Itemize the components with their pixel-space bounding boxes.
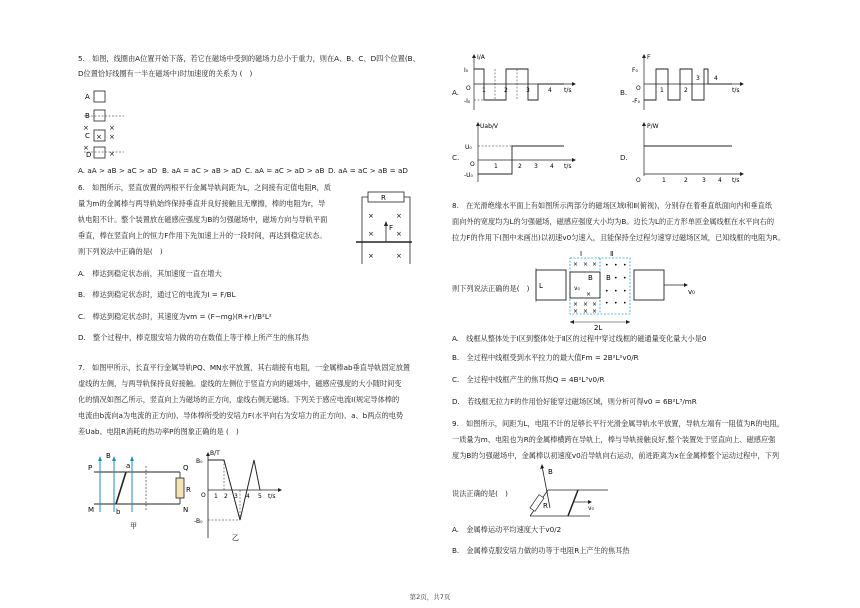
svg-text:t/s: t/s [268, 493, 276, 500]
svg-text:B: B [548, 468, 553, 476]
svg-text:×: × [592, 308, 598, 315]
q6-figure [354, 186, 412, 270]
svg-text:×: × [368, 230, 374, 238]
q7-stem-line3: 化的情况如图乙所示，竖直向上为磁场的正方向，虚线右侧无磁场。下列关于感应电流I(规定导体棒的 [78, 395, 400, 404]
svg-text:Ⅱ: Ⅱ [610, 250, 614, 258]
svg-text:×: × [109, 150, 115, 158]
svg-text:F₀: F₀ [632, 67, 638, 74]
q6-stem-line2: 量为m的金属棒与两导轨始终保持垂直并良好接触且无摩擦，棒的电阻为r，导 [78, 199, 326, 208]
svg-text:Uab/V: Uab/V [480, 123, 499, 130]
svg-text:O: O [470, 161, 475, 168]
svg-text:×: × [109, 124, 115, 132]
svg-text:O: O [636, 85, 641, 92]
svg-text:a: a [126, 462, 131, 470]
svg-text:1: 1 [660, 87, 664, 94]
q6-stem-line4: 垂直，棒在竖直向上的恒力F作用下先加速上升的一段时间，再达到稳定状态。 [78, 231, 327, 240]
svg-text:L: L [539, 282, 543, 290]
svg-text:Q: Q [183, 464, 189, 472]
q5-option-b[interactable]: B. aA = aC > aB > aD [162, 166, 242, 175]
svg-text:2: 2 [518, 163, 522, 170]
svg-text:•: • [623, 275, 627, 282]
svg-text:v₀: v₀ [588, 505, 594, 512]
svg-text:3: 3 [234, 493, 238, 500]
q7-option-d[interactable]: D. [620, 153, 628, 162]
svg-text:I/A: I/A [477, 54, 485, 61]
svg-text:3: 3 [702, 177, 706, 184]
svg-text:t/s: t/s [564, 87, 572, 94]
svg-text:•: • [605, 300, 609, 307]
svg-text:1: 1 [214, 493, 218, 500]
q9-option-a[interactable]: A. 金属棒运动平均速度大于v0/2 [452, 525, 562, 534]
svg-text:M: M [88, 506, 95, 514]
q7-option-b-graph [632, 52, 750, 114]
svg-text:-I₀: -I₀ [464, 98, 471, 105]
q7-option-b[interactable]: B. [620, 88, 628, 97]
svg-text:O: O [466, 85, 471, 92]
q9-stem-pre: 说法正确的是( ) [452, 489, 508, 498]
svg-text:F: F [389, 224, 394, 232]
svg-text:4: 4 [714, 75, 718, 82]
svg-text:×: × [396, 230, 402, 238]
svg-text:O: O [201, 492, 206, 499]
q6-option-b[interactable]: B. 棒达到稳定状态时，通过它的电流为I = F/BL [78, 290, 236, 299]
svg-text:t/s: t/s [564, 163, 572, 170]
q7-option-d-graph [632, 120, 750, 186]
svg-text:t/s: t/s [732, 87, 740, 94]
page-footer: 第2页，共7页 [409, 593, 451, 601]
q7-option-a-graph [464, 52, 582, 114]
q8-figure [528, 250, 700, 330]
q5-label-b: B [85, 112, 90, 120]
svg-text:B/T: B/T [210, 450, 220, 457]
q7-figure-yi [194, 448, 284, 544]
svg-text:×: × [396, 212, 402, 220]
svg-text:b: b [116, 508, 121, 516]
q7-option-a[interactable]: A. [452, 88, 460, 97]
svg-text:P: P [88, 464, 93, 472]
q5-option-c[interactable]: C. aA = aC > aD > aB [245, 166, 325, 175]
svg-text:B: B [606, 274, 611, 282]
q5-option-a[interactable]: A. aA > aB > aC > aD [78, 166, 158, 175]
svg-text:O: O [636, 177, 641, 184]
svg-text:×: × [109, 133, 115, 141]
svg-text:B: B [106, 452, 111, 460]
svg-text:4: 4 [718, 177, 722, 184]
svg-text:×: × [583, 301, 589, 308]
svg-text:•: • [614, 300, 618, 307]
q7-option-c[interactable]: C. [452, 153, 460, 162]
q9-stem-line2: 一质量为m、电阻也为R的金属棒横跨在导轨上，棒与导轨接触良好,整个装置处于竖直向上、磁感应强 [452, 435, 776, 444]
svg-text:•: • [614, 275, 618, 282]
svg-text:×: × [96, 133, 102, 141]
svg-text:v₀: v₀ [688, 288, 695, 296]
svg-text:2: 2 [504, 87, 508, 94]
q9-option-b[interactable]: B. 金属棒克服安培力做的功等于电阻R上产生的焦耳热 [452, 546, 630, 555]
svg-text:•: • [623, 300, 627, 307]
q6-stem-line5: 则下列说法中正确的是( ) [78, 247, 163, 256]
svg-text:3: 3 [526, 87, 530, 94]
q5-label-c: C [85, 132, 90, 140]
q6-option-d[interactable]: D. 整个过程中，棒克服安培力做的功在数值上等于棒上所产生的焦耳热 [78, 333, 309, 342]
svg-text:×: × [583, 261, 589, 268]
svg-text:×: × [573, 301, 579, 308]
svg-text:3: 3 [696, 75, 700, 82]
svg-text:P/W: P/W [647, 123, 659, 130]
q5-option-d[interactable]: D. aA = aC > aB = aD [328, 166, 408, 175]
svg-text:N: N [183, 506, 189, 514]
svg-text:2: 2 [224, 493, 228, 500]
svg-text:•: • [605, 262, 609, 269]
svg-text:5: 5 [258, 493, 262, 500]
svg-text:-B₀: -B₀ [194, 518, 203, 525]
svg-text:4: 4 [548, 87, 552, 94]
q5-label-a: A [85, 93, 90, 101]
svg-text:-U₀: -U₀ [464, 172, 473, 179]
q7-stem-line4: 电流由b流向a为电流的正方向)、导体棒所受的安培力F(水平向右为安培力的正方向)、a、b两点的电势 [78, 411, 404, 420]
svg-text:F: F [647, 54, 651, 61]
q6-stem-line3: 轨电阻不计。整个装置放在磁感应强度为B的匀强磁场中，磁场方向与导轨平面 [78, 215, 328, 224]
q8-option-d[interactable]: D. 若线框无拉力F的作用恰好能穿过磁场区域，则分析可得v0 = 6B²L³/mR [452, 397, 697, 406]
svg-text:B₀: B₀ [196, 458, 203, 465]
q5-stem-line1: 5. 如图，线圈由A位置开始下落，若它在磁场中受到的磁场力总小于重力，则在A、B、C、D四个位置(B、 [78, 54, 420, 63]
svg-text:•: • [623, 288, 627, 295]
svg-text:R: R [543, 502, 548, 510]
q7-stem-line2: 虚线的左侧，与两导轨保持良好接触。虚线的左侧位于竖直方向的磁场中，磁感应强度的大小随时间变 [78, 379, 402, 388]
svg-text:×: × [396, 252, 402, 260]
svg-text:×: × [586, 291, 592, 298]
q5-figure [82, 86, 132, 162]
svg-text:1: 1 [662, 177, 666, 184]
svg-text:•: • [623, 262, 627, 269]
svg-text:•: • [605, 288, 609, 295]
svg-text:2: 2 [684, 87, 688, 94]
q8-option-a[interactable]: A. 线框从整体处于Ⅰ区到整体处于Ⅱ区的过程中穿过线框的磁通量变化量大小是0 [452, 334, 707, 343]
q7-option-c-graph [464, 120, 582, 186]
q8-stem-line1: 8. 在光滑绝缘水平面上有如图所示两部分的磁场区域Ⅰ和Ⅱ(俯视)，分别存在着垂直纸面向内和垂直纸 [452, 201, 773, 210]
svg-text:×: × [368, 212, 374, 220]
svg-text:×: × [573, 261, 579, 268]
q5-stem-line2: D位置恰好线圈有一半在磁场中)时加速度的关系为 ( ) [78, 69, 253, 78]
svg-text:-F₀: -F₀ [632, 98, 641, 105]
svg-text:U₀: U₀ [465, 144, 472, 151]
svg-text:R: R [186, 486, 191, 494]
svg-text:×: × [83, 144, 89, 152]
q6-option-c[interactable]: C. 棒达到稳定状态时，其速度为vm = (F−mg)(R+r)/B²L² [78, 312, 272, 321]
svg-text:•: • [614, 288, 618, 295]
q9-stem-line1: 9. 如图所示，间距为L，电阻不计的足够长平行光滑金属导轨水平放置，导轨左端有一阻值为R的电阻， [452, 419, 785, 428]
svg-text:甲: 甲 [130, 522, 137, 530]
svg-text:2: 2 [684, 177, 688, 184]
svg-text:I₀: I₀ [464, 67, 469, 74]
svg-text:×: × [592, 261, 598, 268]
svg-text:1: 1 [482, 87, 486, 94]
svg-text:×: × [368, 252, 374, 260]
svg-text:2L: 2L [594, 324, 603, 330]
q8-option-b[interactable]: B. 全过程中线框受到水平拉力的最大值Fm = 2B²L²v0/R [452, 353, 639, 362]
q8-stem-line3: 拉力F的作用下(图中未画出)以初速v0匀速入，且能保持全过程匀速穿过磁场区域，已知线框的电阻为R。 [452, 233, 785, 242]
svg-text:4: 4 [550, 163, 554, 170]
q7-figure-jia [86, 448, 194, 534]
q7-stem-line1: 7. 如图甲所示，长直平行金属导轨PQ、MN水平放置，其右端接有电阻，一金属棒ab垂直导轨固定放置 [78, 363, 411, 372]
q8-stem-line2: 面向外的宽度均为L的匀强磁场，磁感应强度大小均为B。边长为L的正方形单匝金属线框在水平向右的 [452, 217, 775, 226]
svg-text:4: 4 [246, 493, 250, 500]
svg-text:t/s: t/s [732, 177, 740, 184]
svg-text:×: × [573, 308, 579, 315]
q8-stem-pre: 则下列说法正确的是( ) [452, 284, 530, 293]
svg-text:×: × [592, 301, 598, 308]
svg-text:R: R [381, 194, 386, 202]
svg-text:v₀: v₀ [574, 285, 580, 292]
svg-text:•: • [614, 262, 618, 269]
svg-text:B: B [588, 274, 593, 282]
svg-text:×: × [583, 308, 589, 315]
svg-text:乙: 乙 [232, 534, 239, 542]
svg-text:1: 1 [494, 163, 498, 170]
q7-stem-line5: 差Uab、电阻R消耗的热功率P的图象正确的是 ( ) [78, 427, 239, 436]
q6-option-a[interactable]: A. 棒达到稳定状态前，其加速度一直在增大 [78, 269, 222, 278]
q9-figure [520, 464, 610, 524]
svg-text:3: 3 [534, 163, 538, 170]
q9-stem-line3: 度为B的匀强磁场中，金属棒以初速度v0沿导轨向右运动，前进距离为x在金属棒整个运动过程中，下列 [452, 451, 780, 460]
q6-stem-line1: 6. 如图所示，竖直放置的两根平行金属导轨间距为L，之间接有定值电阻R，质 [78, 183, 332, 192]
svg-text:Ⅰ: Ⅰ [580, 250, 583, 258]
q8-option-c[interactable]: C. 全过程中线框产生的焦耳热Q = 4B²L³v0/R [452, 375, 605, 384]
svg-text:×: × [83, 124, 89, 132]
q5-label-d: D [86, 151, 92, 159]
